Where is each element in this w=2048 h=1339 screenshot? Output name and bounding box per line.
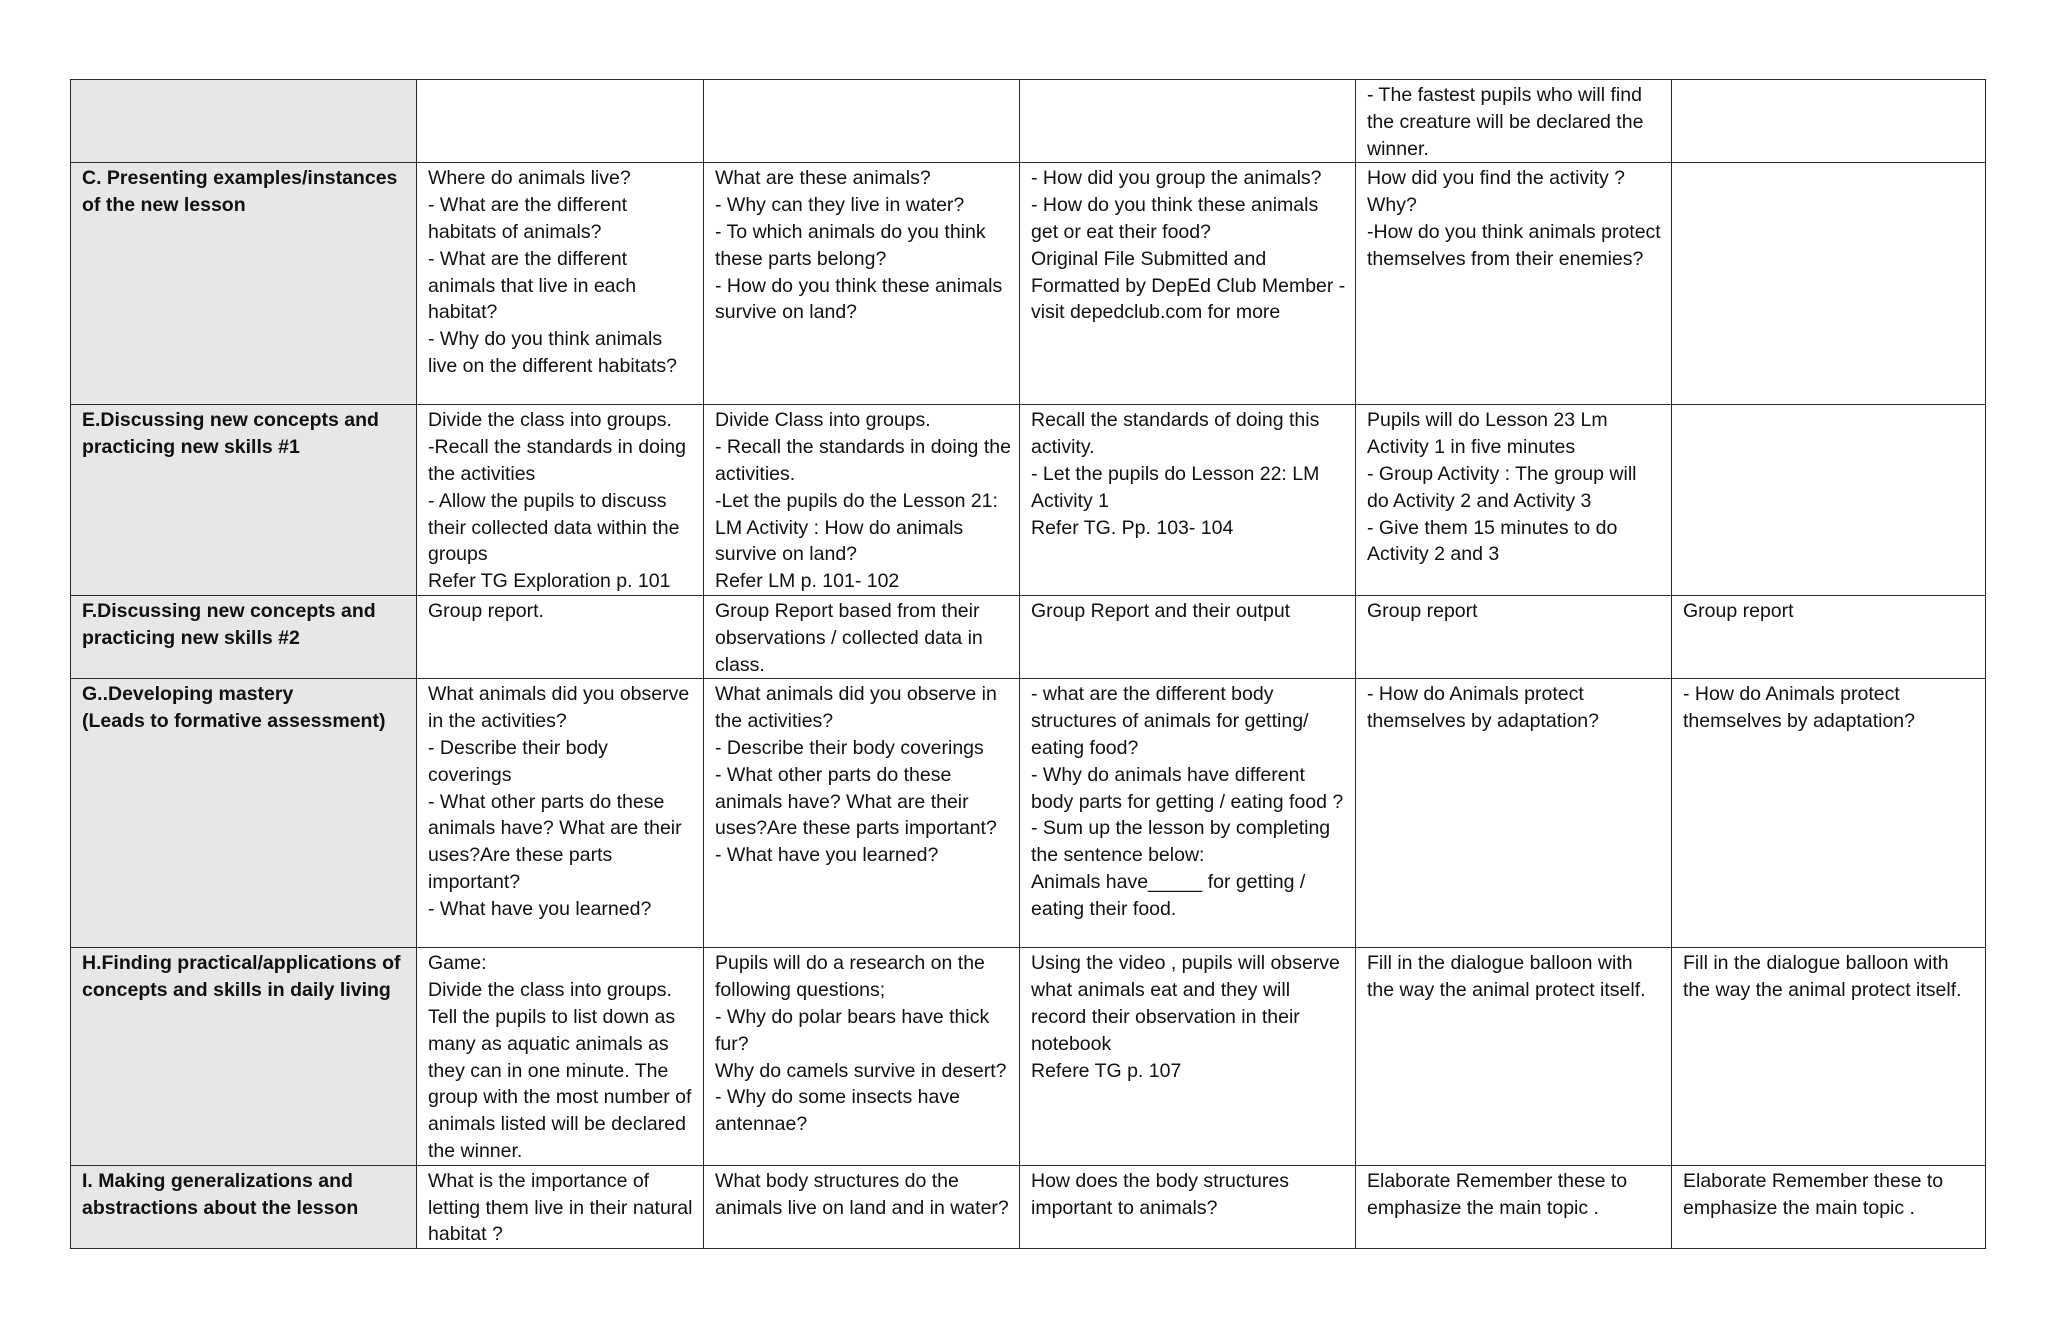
table-row-presenting-examples — [71, 163, 1986, 405]
day3-cell: How does the body structures important to animals? — [1020, 1165, 1356, 1248]
row-label: F.Discussing new concepts and practicing new skills #2 — [71, 595, 417, 678]
row-label: G..Developing mastery (Leads to formative assessment) — [71, 679, 417, 948]
day2-cell — [704, 80, 1020, 163]
day3-cell — [1020, 80, 1356, 163]
row-label: E.Discussing new concepts and practicing new skills #1 — [71, 405, 417, 596]
day2-cell: What body structures do the animals live on land and in water? — [704, 1165, 1020, 1248]
day1-cell: Divide the class into groups. -Recall the standards in doing the activities - Allow the pupils to discuss their collected data within the groups Refer TG Exploration p. 101 — [417, 405, 704, 596]
day1-cell — [417, 80, 704, 163]
day5-cell — [1672, 163, 1986, 405]
day3-cell: - How did you group the animals? - How do you think these animals get or eat their food? Original File Submitted and Formatted by DepEd Club Member - visit depedclub.com for more — [1020, 163, 1356, 405]
day5-cell: - How do Animals protect themselves by adaptation? — [1672, 679, 1986, 948]
day1-cell: Group report. — [417, 595, 704, 678]
table-row-generalizations — [71, 1165, 1986, 1248]
day5-cell — [1672, 80, 1986, 163]
row-label: I. Making generalizations and abstractions about the lesson — [71, 1165, 417, 1248]
table-row-continued — [71, 80, 1986, 163]
day3-cell: Using the video , pupils will observe what animals eat and they will record their observation in their notebook Refere TG p. 107 — [1020, 948, 1356, 1165]
day4-cell: Group report — [1356, 595, 1672, 678]
row-label: H.Finding practical/applications of concepts and skills in daily living — [71, 948, 417, 1165]
day2-cell: Group Report based from their observations / collected data in class. — [704, 595, 1020, 678]
day1-cell: Where do animals live? - What are the different habitats of animals? - What are the different animals that live in each habitat? - Why do you think animals live on the different habitats? — [417, 163, 704, 405]
lesson-log-table — [70, 79, 1986, 1249]
day2-cell: Pupils will do a research on the following questions; - Why do polar bears have thick fur? Why do camels survive in desert? - Why do some insects have antennae? — [704, 948, 1020, 1165]
day5-cell: Group report — [1672, 595, 1986, 678]
day4-cell: - How do Animals protect themselves by adaptation? — [1356, 679, 1672, 948]
day2-cell: What animals did you observe in the activities? - Describe their body coverings - What other parts do these animals have? What are their uses?Are these parts important? - What have you learned? — [704, 679, 1020, 948]
day3-cell: Recall the standards of doing this activity. - Let the pupils do Lesson 22: LM Activity 1 Refer TG. Pp. 103- 104 — [1020, 405, 1356, 596]
day1-cell: What is the importance of letting them live in their natural habitat ? — [417, 1165, 704, 1248]
day4-cell: Pupils will do Lesson 23 Lm Activity 1 in five minutes - Group Activity : The group will do Activity 2 and Activity 3 - Give them 15 minutes to do Activity 2 and 3 — [1356, 405, 1672, 596]
day4-cell: Fill in the dialogue balloon with the way the animal protect itself. — [1356, 948, 1672, 1165]
day2-cell: Divide Class into groups. - Recall the standards in doing the activities. -Let the pupils do the Lesson 21: LM Activity : How do animals survive on land? Refer LM p. 101- 102 — [704, 405, 1020, 596]
day3-cell: Group Report and their output — [1020, 595, 1356, 678]
row-label — [71, 80, 417, 163]
row-label: C. Presenting examples/instances of the new lesson — [71, 163, 417, 405]
day2-cell: What are these animals? - Why can they live in water? - To which animals do you think these parts belong? - How do you think these animals survive on land? — [704, 163, 1020, 405]
day1-cell: Game: Divide the class into groups. Tell the pupils to list down as many as aquatic animals as they can in one minute. The group with the most number of animals listed will be declared the winner. — [417, 948, 704, 1165]
day4-cell: - The fastest pupils who will find the creature will be declared the winner. — [1356, 80, 1672, 163]
table-row-discussing-1 — [71, 405, 1986, 596]
day1-cell: What animals did you observe in the activities? - Describe their body coverings - What other parts do these animals have? What are their uses?Are these parts important? - What have you learned? — [417, 679, 704, 948]
day5-cell: Fill in the dialogue balloon with the way the animal protect itself. — [1672, 948, 1986, 1165]
day3-cell: - what are the different body structures of animals for getting/ eating food? - Why do animals have different body parts for getting / eating food ? - Sum up the lesson by completing the sentence below: Animals have_____ for getting / eating their food. — [1020, 679, 1356, 948]
table-row-developing-mastery — [71, 679, 1986, 948]
day4-cell: Elaborate Remember these to emphasize the main topic . — [1356, 1165, 1672, 1248]
day4-cell: How did you find the activity ? Why? -How do you think animals protect themselves from their enemies? — [1356, 163, 1672, 405]
day5-cell: Elaborate Remember these to emphasize the main topic . — [1672, 1165, 1986, 1248]
table-row-finding-applications — [71, 948, 1986, 1165]
day5-cell — [1672, 405, 1986, 596]
table-row-discussing-2 — [71, 595, 1986, 678]
